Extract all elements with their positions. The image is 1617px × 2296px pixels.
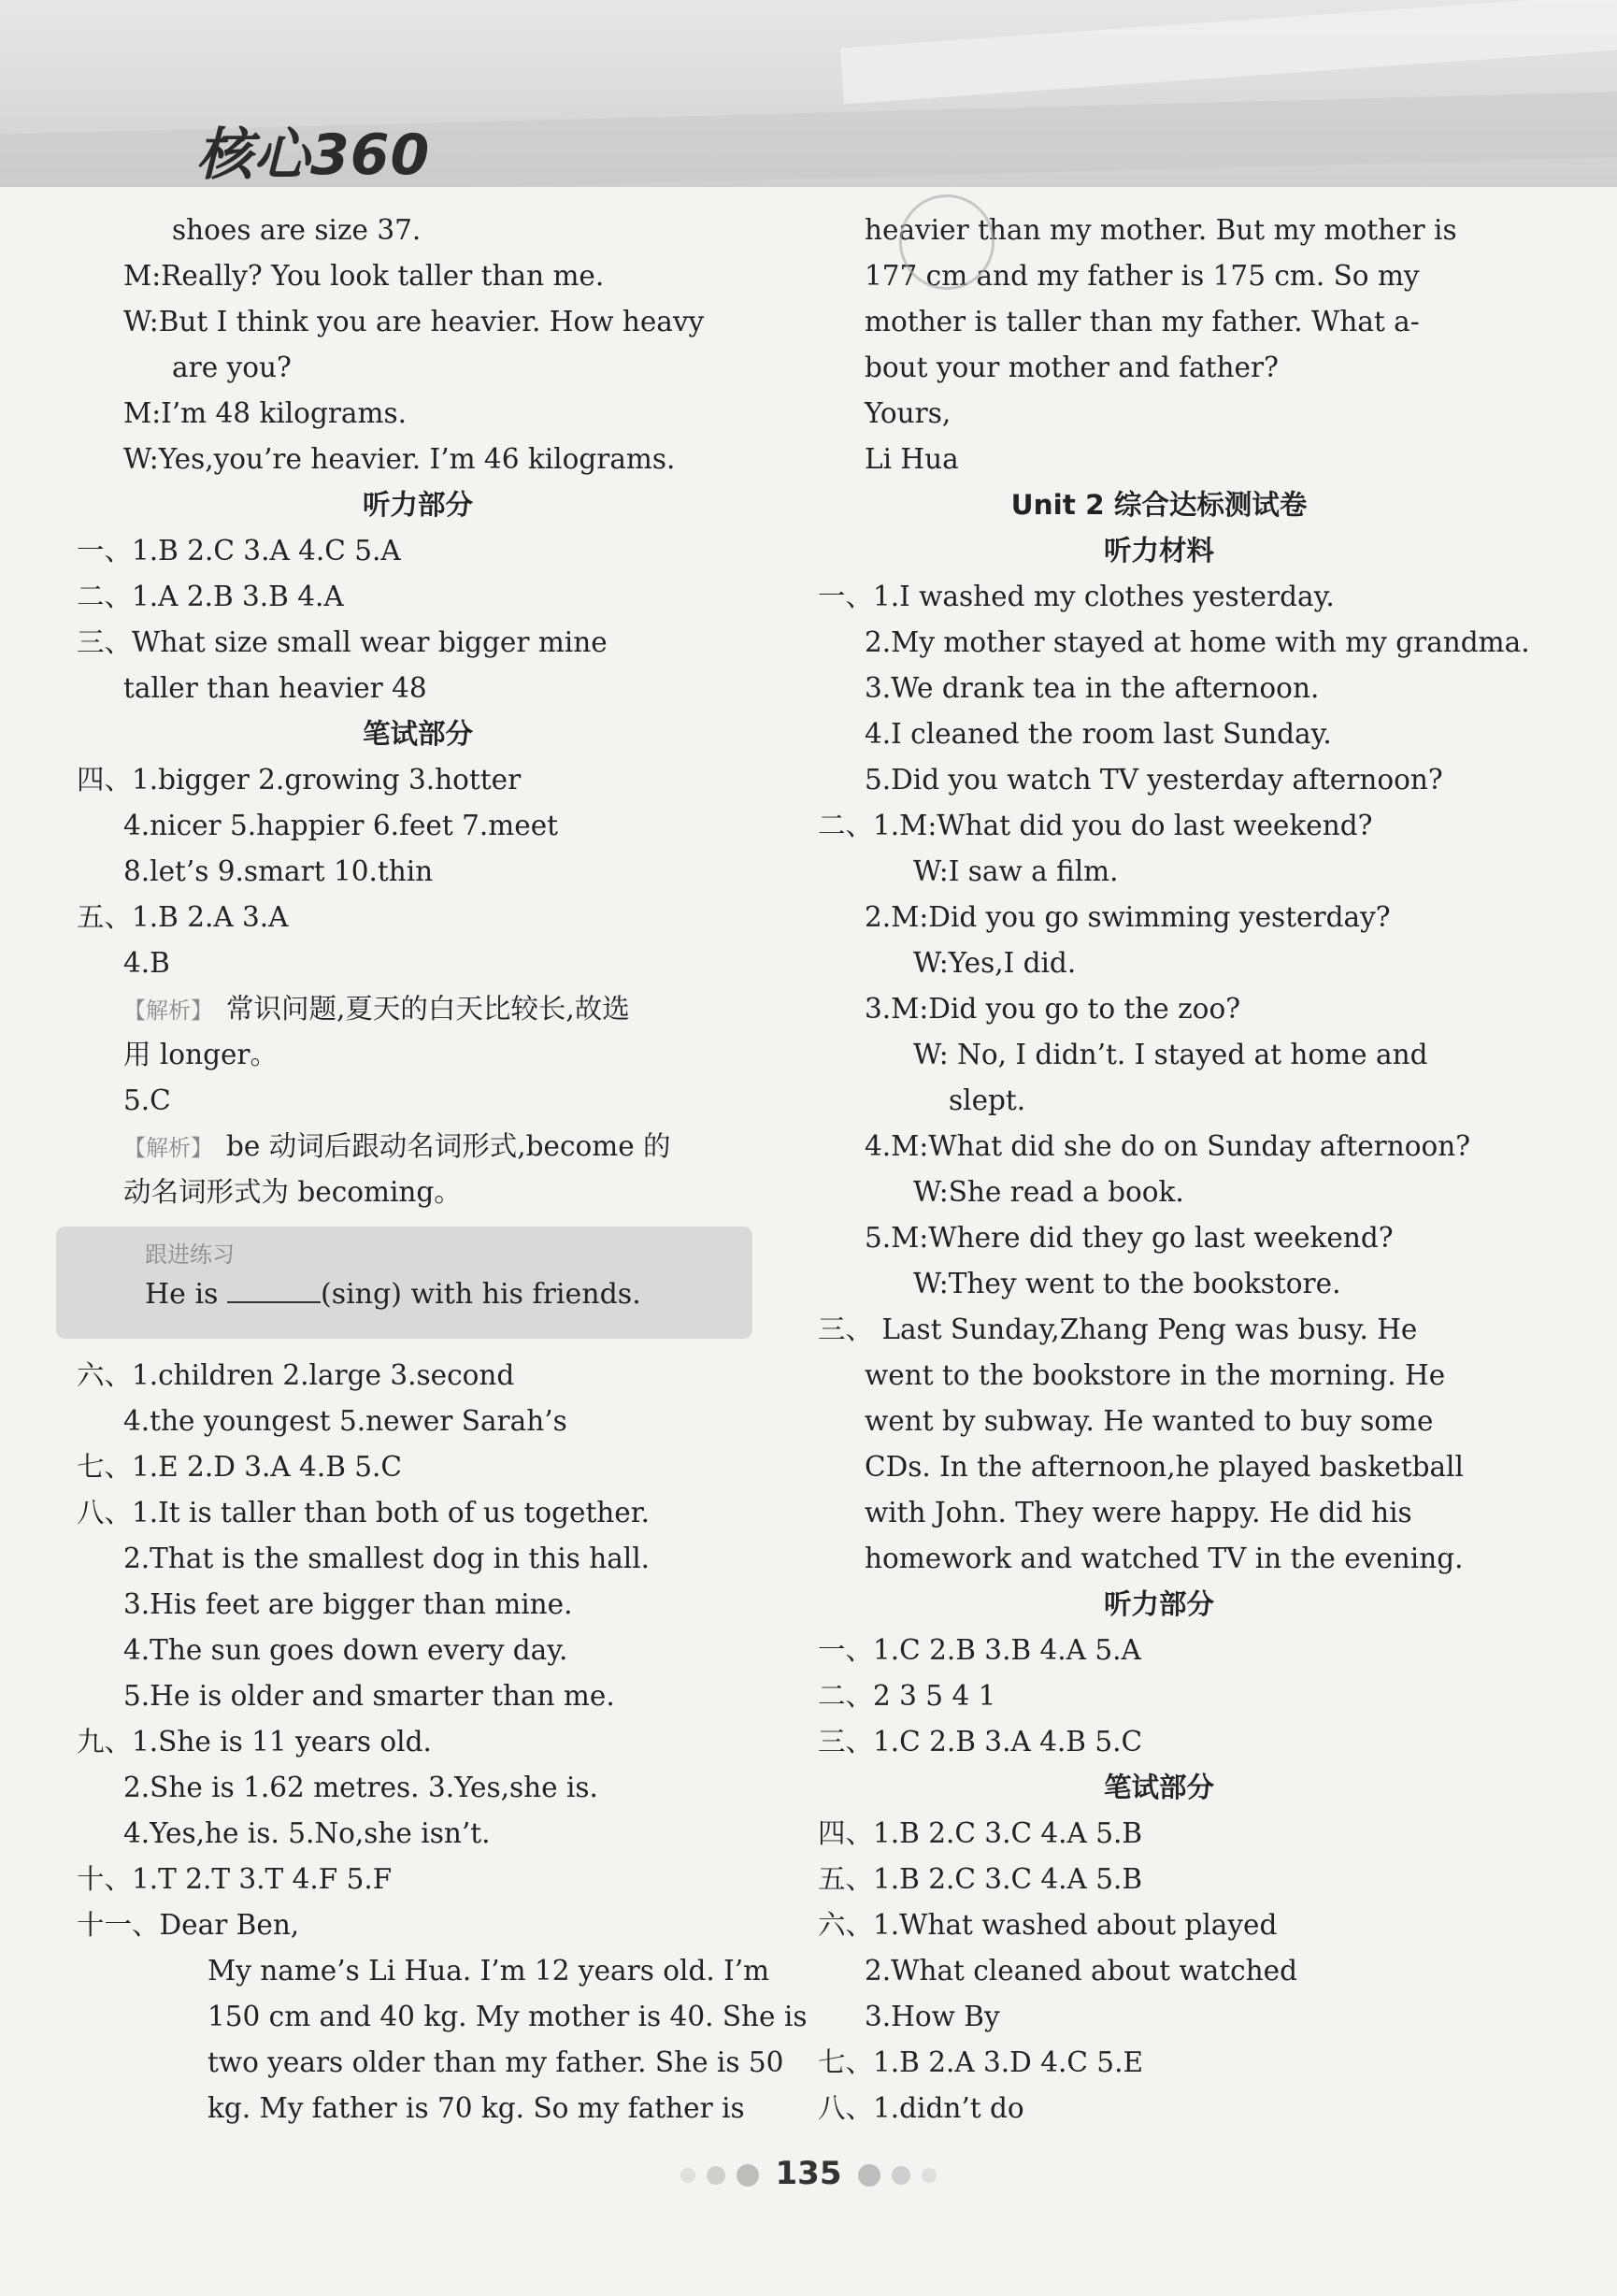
text-line — [818, 1307, 1500, 1353]
text-line — [77, 345, 759, 391]
line-text: 4.M:What did she do on Sunday afternoon? — [865, 1130, 1471, 1162]
text-line — [77, 1536, 759, 1582]
line-text: 4.I cleaned the room last Sunday. — [865, 718, 1332, 750]
line-text: W: No, I didn’t. I stayed at home and — [913, 1039, 1428, 1070]
practice-text-before: He is — [145, 1278, 227, 1311]
text-line — [818, 1902, 1500, 1948]
line-text: 七、1.B 2.A 3.D 4.C 5.E — [818, 2046, 1143, 2078]
line-text: M:Really? You look taller than me. — [123, 260, 605, 292]
text-line — [77, 1902, 759, 1948]
text-line — [818, 895, 1500, 940]
line-text: slept. — [949, 1084, 1026, 1116]
line-text: mother is taller than my father. What a- — [865, 306, 1420, 337]
practice-text-after: (sing) with his friends. — [320, 1278, 641, 1311]
text-line — [818, 1673, 1500, 1719]
text-line — [77, 2086, 759, 2131]
line-text: 九、1.She is 11 years old. — [77, 1726, 432, 1758]
line-text: 3.M:Did you go to the zoo? — [865, 993, 1241, 1025]
line-text: 三、What size small wear bigger mine — [77, 626, 608, 658]
practice-title: 跟进练习 — [145, 1241, 235, 1268]
analysis-tag: 【解析】 — [123, 1135, 213, 1161]
line-text: 五、1.B 2.C 3.C 4.A 5.B — [818, 1863, 1143, 1895]
text-line — [77, 803, 759, 849]
line-text: 一、1.B 2.C 3.A 4.C 5.A — [77, 535, 401, 567]
text-line — [818, 1857, 1500, 1902]
text-line — [818, 849, 1500, 895]
line-text: 动名词形式为 becoming。 — [123, 1176, 462, 1208]
decor-dot — [707, 2166, 725, 2185]
line-text: 二、1.M:What did you do last weekend? — [818, 810, 1373, 841]
text-line — [818, 1948, 1500, 1994]
text-line — [818, 2086, 1500, 2131]
line-text: 2.My mother stayed at home with my grandma. — [865, 626, 1530, 658]
text-line — [818, 986, 1500, 1032]
text-line — [818, 345, 1500, 391]
line-text: W:But I think you are heavier. How heavy — [123, 306, 705, 337]
line-text: 十、1.T 2.T 3.T 4.F 5.F — [77, 1863, 393, 1895]
line-text: 4.The sun goes down every day. — [123, 1634, 568, 1666]
text-line — [818, 1490, 1500, 1536]
text-line — [77, 1124, 759, 1170]
section-heading — [818, 482, 1500, 528]
text-line — [77, 1078, 759, 1124]
text-line — [818, 711, 1500, 757]
line-text: 4.Yes,he is. 5.No,she isn’t. — [123, 1817, 491, 1849]
line-text: Yours, — [865, 397, 952, 429]
text-line — [818, 1628, 1500, 1673]
text-line — [818, 803, 1500, 849]
section-heading — [818, 1582, 1500, 1628]
line-text: W:I saw a film. — [913, 855, 1119, 887]
line-text: W:They went to the bookstore. — [913, 1268, 1341, 1299]
text-line — [77, 2040, 784, 2086]
line-text: 3.How By — [865, 2001, 1000, 2032]
section-heading — [818, 528, 1500, 574]
text-line — [77, 1765, 759, 1811]
text-line — [818, 437, 1500, 482]
text-line — [77, 574, 759, 620]
line-text: 4.nicer 5.happier 6.feet 7.meet — [123, 810, 559, 841]
text-line — [818, 1261, 1500, 1307]
text-line — [77, 986, 759, 1032]
line-text: 177 cm and my father is 175 cm. So my — [865, 260, 1420, 292]
text-line — [77, 528, 759, 574]
decor-dot — [892, 2166, 910, 2185]
line-text: 二、2 3 5 4 1 — [818, 1680, 996, 1712]
line-text: 八、1.didn’t do — [818, 2092, 1024, 2124]
line-text: 六、1.children 2.large 3.second — [77, 1359, 515, 1391]
text-line — [818, 666, 1500, 711]
line-text: homework and watched TV in the evening. — [865, 1543, 1464, 1574]
page-header — [0, 0, 1617, 187]
text-line — [818, 1032, 1500, 1078]
line-text: Li Hua — [865, 443, 959, 475]
text-line — [77, 940, 759, 986]
section-heading — [77, 711, 759, 757]
text-line — [77, 1582, 759, 1628]
line-text: 八、1.It is taller than both of us together. — [77, 1497, 651, 1528]
text-line — [77, 1628, 759, 1673]
text-line — [77, 757, 759, 803]
text-line — [818, 1399, 1500, 1444]
line-text: 听力材料 — [1103, 535, 1214, 567]
text-line — [818, 1078, 1500, 1124]
line-text: 四、1.bigger 2.growing 3.hotter — [77, 764, 522, 796]
answer-blank[interactable] — [227, 1275, 321, 1303]
line-text: M:I’m 48 kilograms. — [123, 397, 408, 429]
text-line — [77, 253, 759, 299]
line-text: 5.M:Where did they go last weekend? — [865, 1222, 1394, 1254]
text-line — [77, 1673, 759, 1719]
line-text: with John. They were happy. He did his — [865, 1497, 1412, 1528]
text-line — [77, 1490, 759, 1536]
text-line — [818, 757, 1500, 803]
line-text: taller than heavier 48 — [123, 672, 427, 704]
text-line — [77, 895, 759, 940]
text-line — [818, 299, 1500, 345]
text-line — [77, 1994, 808, 2040]
line-text: 笔试部分 — [362, 718, 473, 750]
line-text: CDs. In the afternoon,he played basketball — [865, 1451, 1464, 1483]
text-line — [77, 1444, 759, 1490]
text-line — [77, 1399, 759, 1444]
line-text: shoes are size 37. — [172, 214, 422, 246]
line-text: 用 longer。 — [123, 1039, 279, 1070]
text-line — [77, 849, 759, 895]
text-line — [77, 620, 759, 666]
text-line — [818, 1994, 1500, 2040]
line-text: W:Yes,I did. — [913, 947, 1077, 979]
line-text: went to the bookstore in the morning. He — [865, 1359, 1446, 1391]
line-text: 一、1.C 2.B 3.B 4.A 5.A — [818, 1634, 1141, 1666]
line-text: 笔试部分 — [1103, 1772, 1214, 1803]
line-text: kg. My father is 70 kg. So my father is — [207, 2092, 745, 2124]
line-text: Unit 2 综合达标测试卷 — [1010, 489, 1308, 521]
text-line — [77, 1811, 759, 1857]
page-number: 135 — [775, 2155, 842, 2192]
text-line — [77, 1170, 759, 1215]
line-text: 三、 Last Sunday,Zhang Peng was busy. He — [818, 1313, 1418, 1345]
line-text: 3.His feet are bigger than mine. — [123, 1588, 573, 1620]
text-line — [818, 1215, 1500, 1261]
header-highlight — [840, 0, 1617, 104]
line-text: 十一、Dear Ben, — [77, 1909, 300, 1941]
text-line — [77, 1948, 770, 1994]
line-text: 常识问题,夏天的白天比较长,故选 — [226, 993, 630, 1025]
line-text: W:Yes,you’re heavier. I’m 46 kilograms. — [123, 443, 676, 475]
text-line — [818, 1170, 1500, 1215]
text-line — [77, 1857, 759, 1902]
line-text: 二、1.A 2.B 3.B 4.A — [77, 581, 344, 612]
text-line — [818, 1124, 1500, 1170]
text-line — [818, 391, 1500, 437]
analysis-tag: 【解析】 — [123, 997, 213, 1024]
line-text: are you? — [172, 352, 292, 383]
line-text: heavier than my mother. But my mother is — [865, 214, 1457, 246]
line-text: 七、1.E 2.D 3.A 4.B 5.C — [77, 1451, 402, 1483]
text-line — [77, 1353, 759, 1399]
left-column — [77, 208, 808, 2131]
line-text: 5.C — [123, 1084, 171, 1116]
text-line — [818, 1811, 1500, 1857]
line-text: two years older than my father. She is 50 — [207, 2046, 784, 2078]
line-text: 2.M:Did you go swimming yesterday? — [865, 901, 1391, 933]
text-line — [818, 1536, 1500, 1582]
line-text: My name’s Li Hua. I’m 12 years old. I’m — [207, 1955, 770, 1987]
text-line — [818, 574, 1500, 620]
line-text: 三、1.C 2.B 3.A 4.B 5.C — [818, 1726, 1143, 1758]
text-line — [77, 1719, 759, 1765]
line-text: 2.She is 1.62 metres. 3.Yes,she is. — [123, 1772, 598, 1803]
text-line — [77, 208, 759, 253]
line-text: W:She read a book. — [913, 1176, 1184, 1208]
line-text: 六、1.What washed about played — [818, 1909, 1278, 1941]
line-text: 2.That is the smallest dog in this hall. — [123, 1543, 651, 1574]
right-column — [818, 208, 1530, 2131]
line-text: 听力部分 — [1103, 1588, 1214, 1620]
text-line — [818, 1719, 1500, 1765]
text-line — [818, 620, 1530, 666]
line-text: be 动词后跟动名词形式,become 的 — [226, 1130, 671, 1162]
line-text: bout your mother and father? — [865, 352, 1279, 383]
text-line — [818, 940, 1500, 986]
decor-dot — [922, 2168, 937, 2183]
line-text: 5.Did you watch TV yesterday afternoon? — [865, 764, 1443, 796]
practice-question — [145, 1275, 641, 1311]
decor-dot — [858, 2164, 880, 2187]
text-line — [818, 1444, 1500, 1490]
line-text: 4.the youngest 5.newer Sarah’s — [123, 1405, 567, 1437]
text-line — [77, 299, 759, 345]
text-line — [818, 1353, 1500, 1399]
line-text: 5.He is older and smarter than me. — [123, 1680, 615, 1712]
section-heading — [77, 482, 759, 528]
line-text: 听力部分 — [362, 489, 473, 521]
section-heading — [818, 1765, 1500, 1811]
stamp-seal — [899, 194, 995, 290]
line-text: 一、1.I washed my clothes yesterday. — [818, 581, 1335, 612]
text-line — [77, 666, 759, 711]
line-text: 8.let’s 9.smart 10.thin — [123, 855, 434, 887]
line-text: 五、1.B 2.A 3.A — [77, 901, 289, 933]
page-number-footer — [0, 2155, 1617, 2192]
line-text: 2.What cleaned about watched — [865, 1955, 1298, 1987]
brand-logo: 核心360 — [196, 122, 431, 187]
text-line — [77, 1032, 759, 1078]
decor-dot — [680, 2168, 695, 2183]
line-text: went by subway. He wanted to buy some — [865, 1405, 1434, 1437]
line-text: 3.We drank tea in the afternoon. — [865, 672, 1320, 704]
text-line — [77, 391, 759, 437]
line-text: 四、1.B 2.C 3.C 4.A 5.B — [818, 1817, 1143, 1849]
decor-dot — [737, 2164, 759, 2187]
practice-box — [56, 1227, 752, 1339]
text-line — [77, 437, 759, 482]
line-text: 150 cm and 40 kg. My mother is 40. She is — [207, 2001, 808, 2032]
text-line — [818, 2040, 1500, 2086]
line-text: 4.B — [123, 947, 170, 979]
